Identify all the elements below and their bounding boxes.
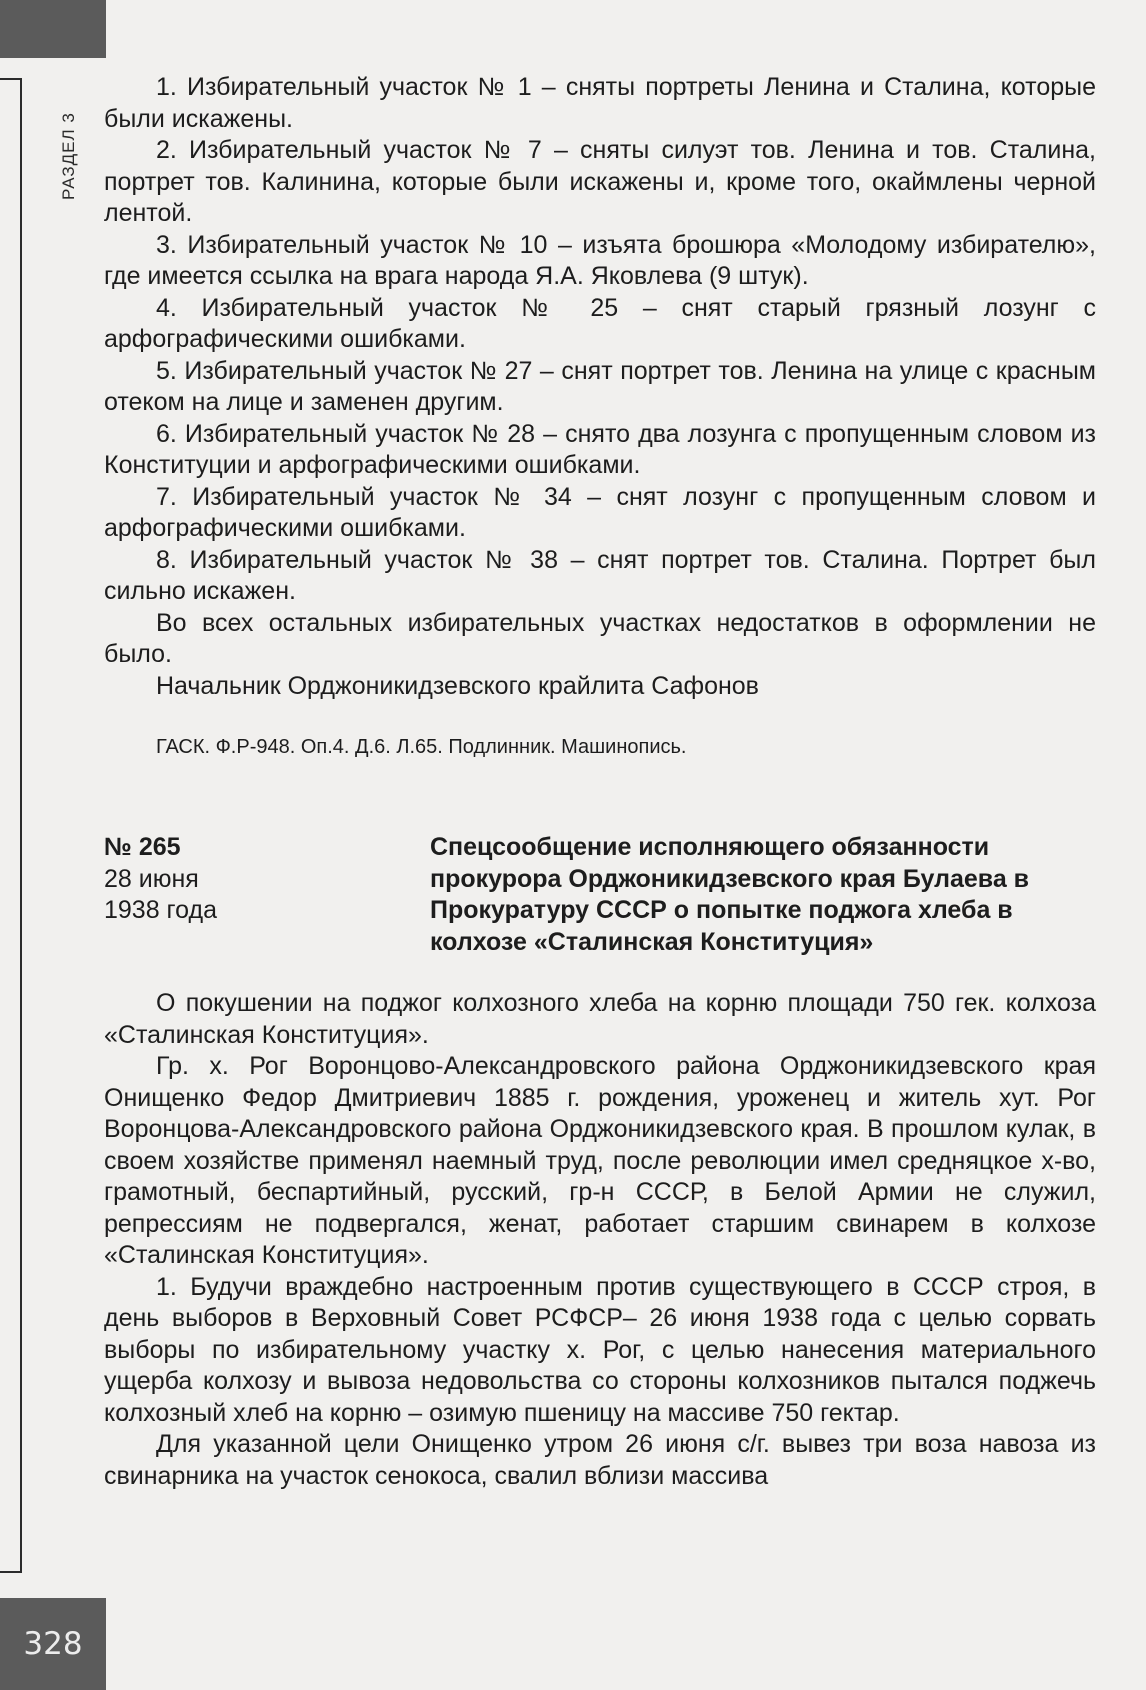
margin-frame [0, 78, 22, 1573]
document-date-day: 28 июня [104, 864, 199, 893]
list-item: 1. Избирательный участок № 1 – сняты портреты Ленина и Сталина, которые были искажены. [104, 73, 1096, 133]
list-item: 2. Избирательный участок № 7 – сняты силуэт тов. Ленина и тов. Сталина, портрет тов. Калинина, которые были искажены и, кроме того, окаймлены черной лентой. [104, 136, 1096, 227]
list-item: 3. Избирательный участок № 10 – изъята брошюра «Молодому избирателю», где имеется ссылка на врага народа Я.А. Яковлева (9 штук). [104, 230, 1096, 290]
body-paragraph: 1. Будучи враждебно настроенным против существующего в СССР строя, в день выборов в Верховный Совет РСФСР– 26 июня 1938 года с целью сорвать выборы по избирательному участку х. Рог, с целью нанесения материального ущерба колхозу и вывоза недовольства со стороны колхозников пытался поджечь колхозный хлеб на корню – озимую пшеницу на массиве 750 гектар. [104, 1272, 1096, 1427]
list-item: 4. Избирательный участок № 25 – снят старый грязный лозунг с арфографическими ошибками. [104, 293, 1096, 353]
list-item: 7. Избирательный участок № 34 – снят лозунг с пропущенным словом и арфографическими ошибками. [104, 482, 1096, 542]
document-number: № 265 [104, 833, 181, 861]
document-date-year: 1938 года [104, 896, 217, 924]
list-item: 8. Избирательный участок № 38 – снят портрет тов. Сталина. Портрет был сильно искажен. [104, 545, 1096, 605]
document-header [104, 832, 1096, 958]
closing-paragraph: Во всех остальных избирательных участках недостатков в оформлении не было. [104, 608, 1096, 668]
page-number: 328 [0, 1598, 106, 1690]
document-title: Спецсообщение исполняющего обязанности прокурора Орджоникидзевского края Булаева в Прокуратуру СССР о попытке поджога хлеба в колхозе «Сталинская Конституция» [430, 833, 1030, 956]
document-meta [104, 832, 430, 958]
body-paragraph: О покушении на поджог колхозного хлеба на корню площади 750 гек. колхоза «Сталинская Конституция». [104, 989, 1096, 1049]
section-tab [0, 0, 106, 58]
body-paragraph: Гр. х. Рог Воронцово-Александровского района Орджоникидзевского края Онищенко Федор Дмитриевич 1885 г. рождения, уроженец и житель хут. Рог Воронцова-Александровского района Орджоникидзевского края. В прошлом кулак, в своем хозяйстве применял наемный труд, после революции имел средняцкое х-во, грамотный, беспартийный, русский, гр-н СССР, в Белой Армии не служил, репрессиям не подвергался, женат, работает старшим свинарем в колхозе «Сталинская Конституция». [104, 1052, 1096, 1269]
signature: Начальник Орджоникидзевского крайлита Сафонов [156, 671, 759, 700]
body-paragraph: Для указанной цели Онищенко утром 26 июня с/г. вывез три воза навоза из свинарника на участок сенокоса, свалил вблизи массива [104, 1430, 1096, 1490]
list-item: 6. Избирательный участок № 28 – снято два лозунга с пропущенным словом из Конституции и арфографическими ошибками. [104, 419, 1096, 479]
section-label-text: РАЗДЕЛ 3 [59, 112, 78, 200]
archive-source: ГАСК. Ф.Р-948. Оп.4. Д.6. Л.65. Подлинник. Машинопись. [156, 736, 687, 758]
list-item: 5. Избирательный участок № 27 – снят портрет тов. Ленина на улице с красным отеком на лице и заменен другим. [104, 356, 1096, 416]
section-label [55, 90, 85, 200]
page-content [104, 72, 1096, 1492]
